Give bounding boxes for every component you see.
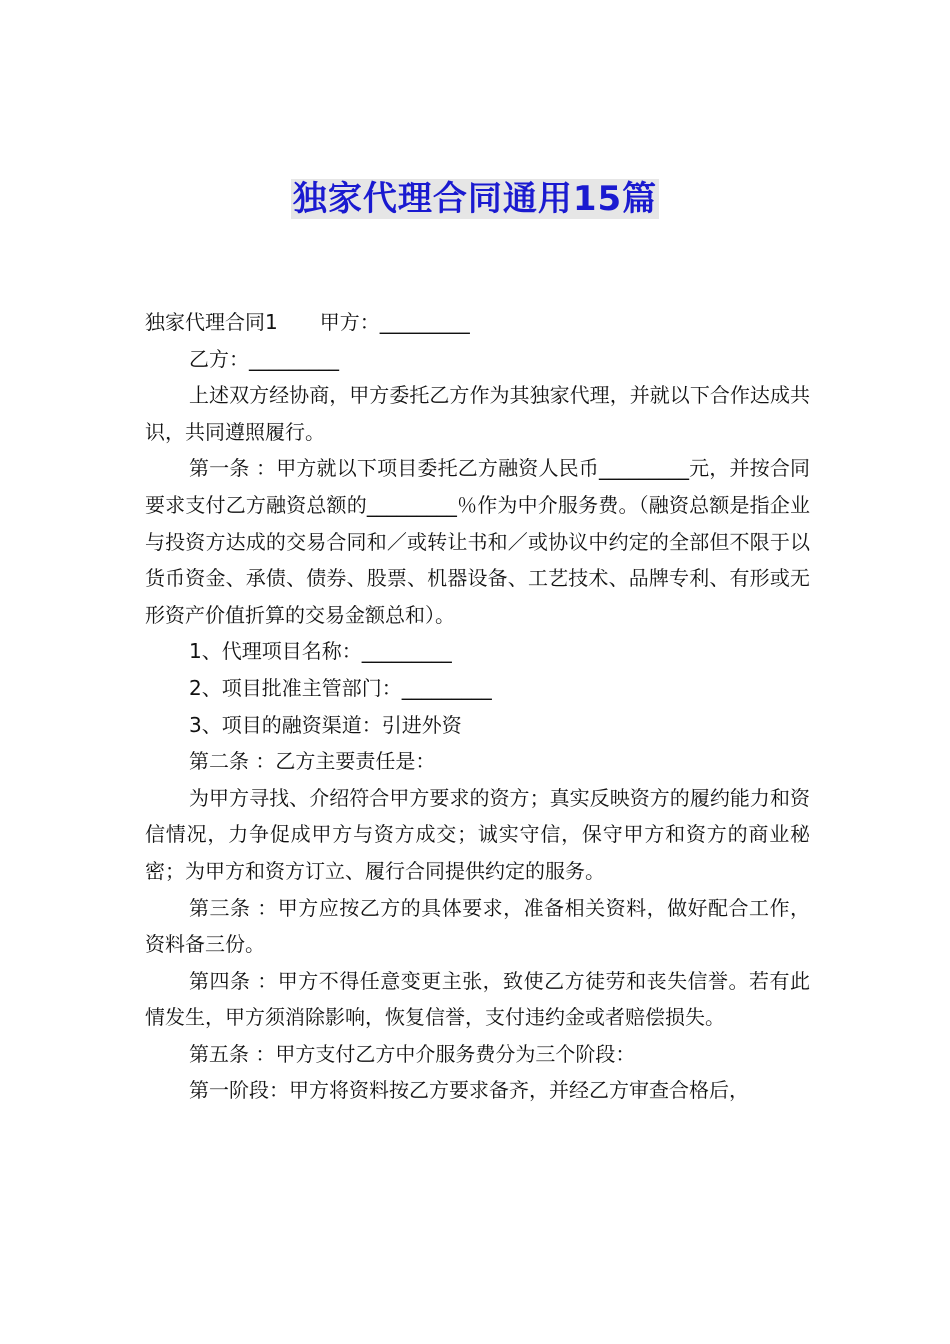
clause-1: 第一条 ：甲方就以下项目委托乙方融资人民币_________元，并按合同要求支付乙方融资总额的_________％作为中介服务费。（融资总额是指企业与投资方达成的交易合同和／或转让书和／或协议中约定的全部但不限于以货币资金、承债、债券、股票、机器设备、工艺技术、品牌专利、有形或无形资产价值折算的交易金额总和）。 [145,456,810,627]
paragraph-heading [145,304,810,341]
contract-heading: 独家代理合同1 [145,310,278,334]
party-a-line: 甲方：_________ [319,310,470,334]
clause-1-item-3: 3、项目的融资渠道：引进外资 [189,712,462,737]
clause-5-stage-1: 第一阶段：甲方将资料按乙方要求备齐，并经乙方审查合格后， [189,1078,749,1103]
clause-1-item-1: 1、代理项目名称：_________ [189,639,452,664]
clause-2-heading: 第二条 ：乙方主要责任是： [189,749,436,774]
paragraph-intro: 上述双方经协商，甲方委托乙方作为其独家代理，并就以下合作达成共识，共同遵照履行。 [145,383,810,444]
document-title [0,176,950,222]
clause-4: 第四条 ：甲方不得任意变更主张，致使乙方徒劳和丧失信誉。若有此情发生，甲方须消除影响，恢复信誉，支付违约金或者赔偿损失。 [145,968,810,1030]
clause-2-body: 为甲方寻找、介绍符合甲方要求的资方；真实反映资方的履约能力和资信情况，力争促成甲方与资方成交；诚实守信，保守甲方和资方的商业秘密；为甲方和资方订立、履行合同提供约定的服务。 [145,785,810,883]
document-title-text: 独家代理合同通用15篇 [292,179,658,219]
document-body [145,304,810,1109]
clause-1-item-2: 2、项目批准主管部门：_________ [189,675,492,700]
clause-3: 第三条 ：甲方应按乙方的具体要求，准备相关资料，做好配合工作，资料备三份。 [145,895,810,957]
party-b-line: 乙方：_________ [189,346,339,371]
clause-5-heading: 第五条 ：甲方支付乙方中介服务费分为三个阶段： [189,1041,636,1066]
